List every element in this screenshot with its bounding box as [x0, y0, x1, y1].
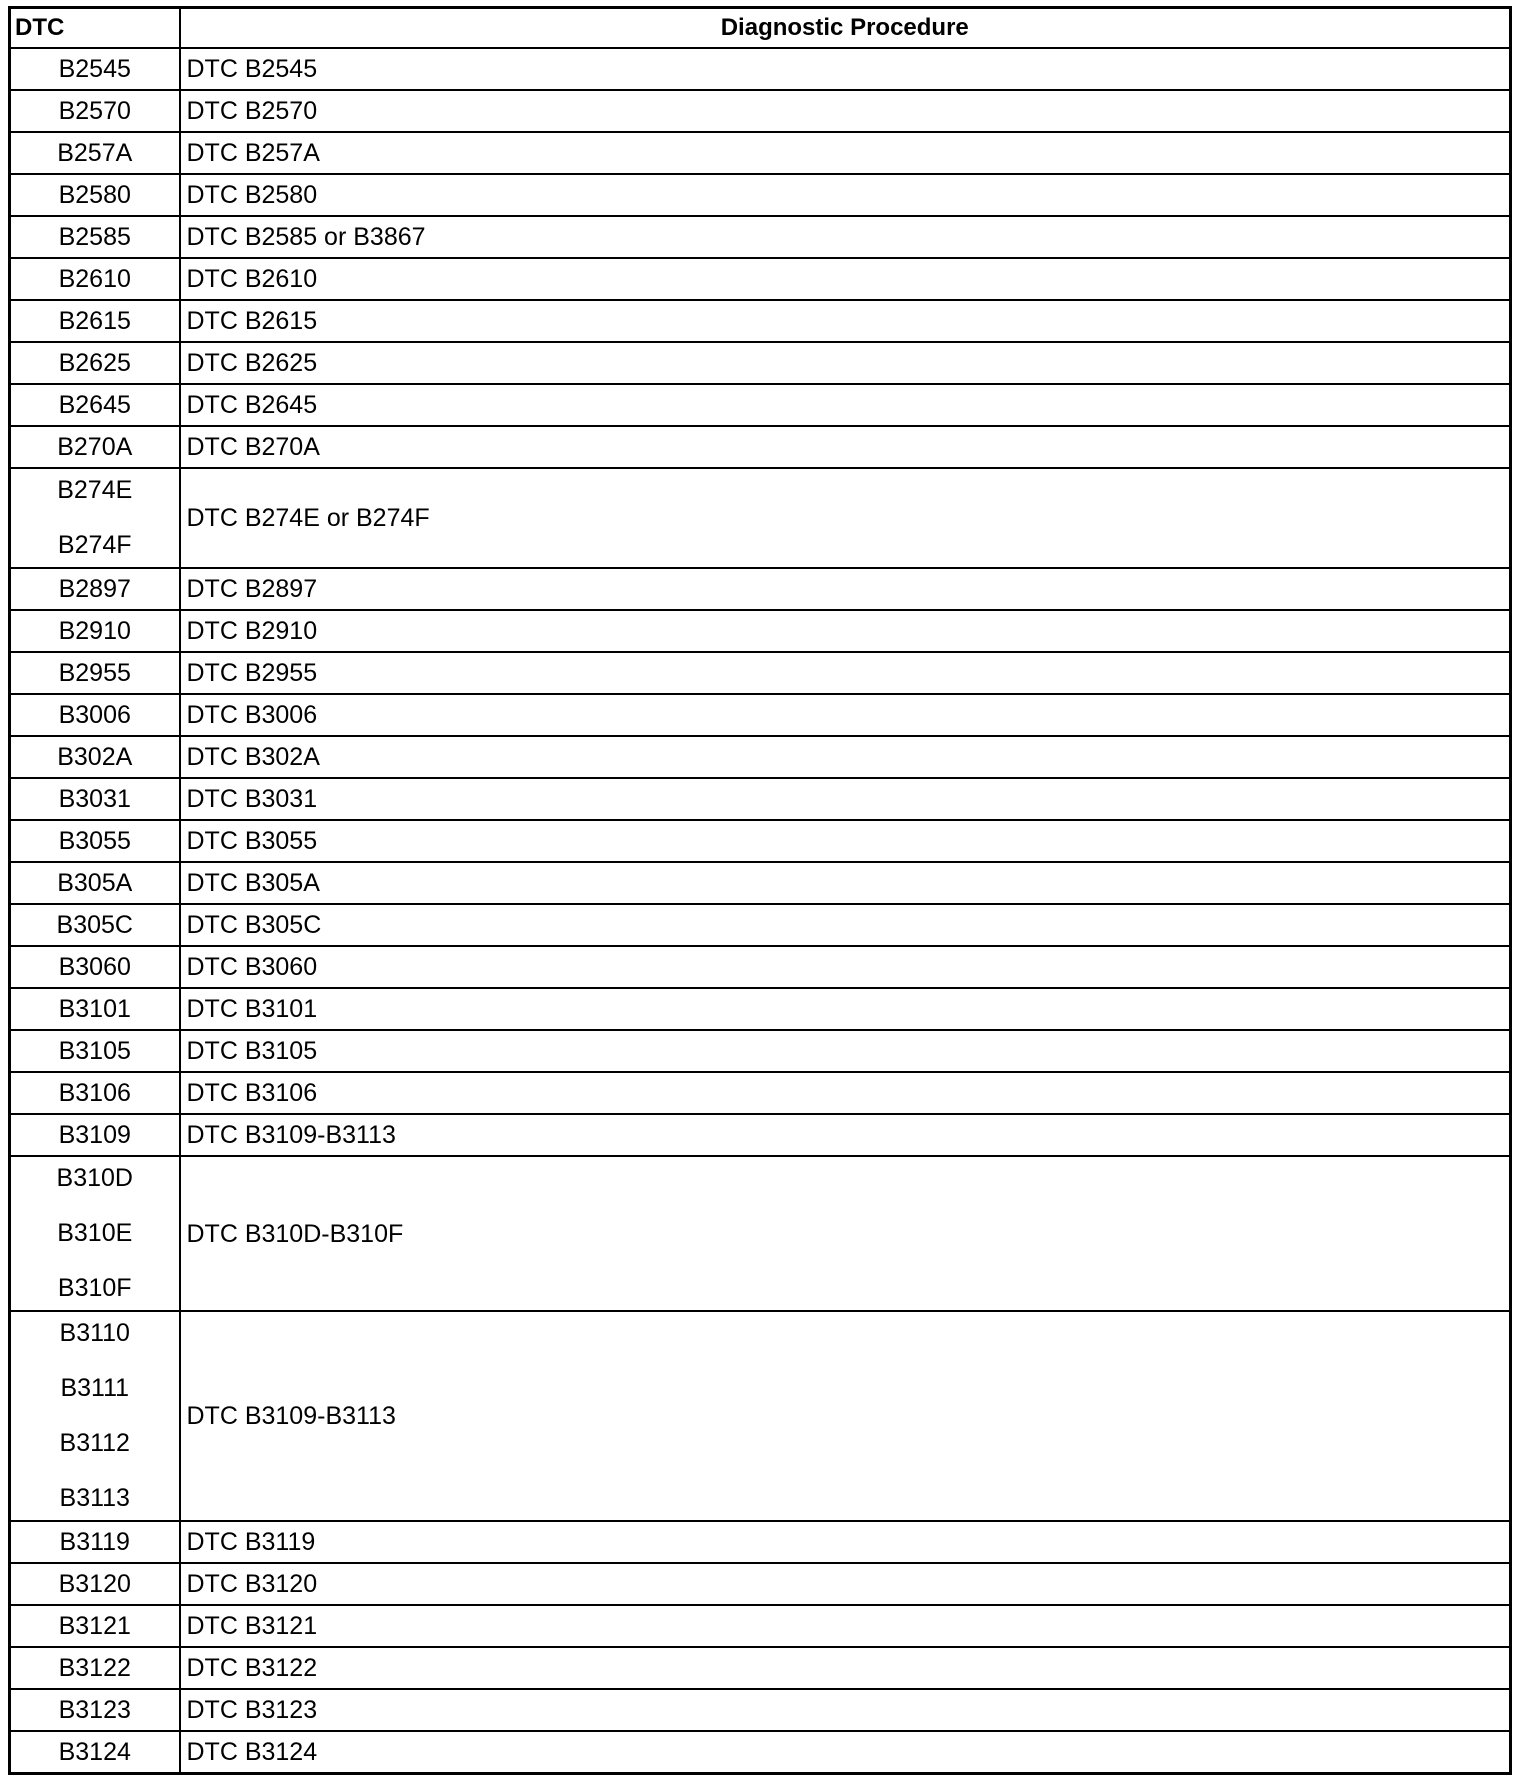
table-row	[10, 652, 1511, 694]
table-row	[10, 694, 1511, 736]
dtc-code: B3106	[58, 1079, 131, 1107]
table-row	[10, 216, 1511, 258]
diagnostic-procedure-cell	[180, 300, 1511, 342]
dtc-code: B274F	[57, 531, 132, 559]
dtc-code-cell	[10, 736, 180, 778]
table-row	[10, 1030, 1511, 1072]
dtc-code-cell	[10, 610, 180, 652]
diagnostic-procedure-link[interactable]: DTC B3105	[186, 1037, 318, 1065]
dtc-code: B3112	[59, 1429, 130, 1457]
dtc-code: B3031	[58, 785, 131, 813]
dtc-code-cell	[10, 174, 180, 216]
diagnostic-procedure-cell	[180, 1156, 1511, 1311]
dtc-code-cell	[10, 1605, 180, 1647]
dtc-code: B3124	[58, 1738, 131, 1766]
diagnostic-procedure-cell	[180, 694, 1511, 736]
dtc-code-cell	[10, 1030, 180, 1072]
dtc-code: B305C	[56, 911, 133, 939]
table-row	[10, 342, 1511, 384]
table-row	[10, 132, 1511, 174]
dtc-code: B2897	[58, 575, 131, 603]
diagnostic-procedure-cell	[180, 988, 1511, 1030]
diagnostic-procedure-cell	[180, 736, 1511, 778]
table-row	[10, 468, 1511, 568]
table-row	[10, 426, 1511, 468]
dtc-code: B3006	[58, 701, 131, 729]
diagnostic-procedure-cell	[180, 468, 1511, 568]
table-row	[10, 568, 1511, 610]
diagnostic-procedure-link[interactable]: DTC B2625	[186, 349, 318, 377]
diagnostic-procedure-link[interactable]: DTC B2955	[186, 659, 318, 687]
dtc-code-cell	[10, 988, 180, 1030]
table-row	[10, 1647, 1511, 1689]
dtc-code: B2580	[58, 181, 131, 209]
dtc-code: B3113	[59, 1484, 130, 1512]
dtc-code: B3105	[58, 1037, 131, 1065]
dtc-code-cell	[10, 694, 180, 736]
diagnostic-procedure-cell	[180, 258, 1511, 300]
diagnostic-procedure-link[interactable]: DTC B310D-B310F	[186, 1219, 404, 1248]
table-row	[10, 1311, 1511, 1521]
diagnostic-procedure-cell	[180, 778, 1511, 820]
table-row	[10, 820, 1511, 862]
diagnostic-procedure-cell	[180, 216, 1511, 258]
diagnostic-procedure-cell	[180, 426, 1511, 468]
diagnostic-procedure-cell	[180, 48, 1511, 90]
diagnostic-procedure-cell	[180, 1311, 1511, 1521]
dtc-code-cell	[10, 384, 180, 426]
dtc-code: B310D	[56, 1164, 133, 1192]
diagnostic-procedure-cell	[180, 568, 1511, 610]
dtc-code: B310F	[57, 1274, 132, 1302]
dtc-code: B3060	[58, 953, 131, 981]
dtc-code: B2570	[58, 97, 131, 125]
diagnostic-procedure-link[interactable]: DTC B274E or B274F	[186, 504, 430, 532]
dtc-code-cell	[10, 820, 180, 862]
diagnostic-procedure-link[interactable]: DTC B2545	[186, 55, 318, 83]
dtc-code: B2955	[58, 659, 131, 687]
diagnostic-procedure-cell	[180, 1072, 1511, 1114]
dtc-code: B2645	[58, 391, 131, 419]
dtc-code: B3122	[58, 1654, 131, 1682]
dtc-code: B3111	[60, 1374, 130, 1402]
diagnostic-procedure-cell	[180, 384, 1511, 426]
dtc-code: B3123	[58, 1696, 131, 1724]
dtc-code: B270A	[57, 433, 133, 461]
dtc-code: B3121	[58, 1612, 131, 1640]
dtc-code-cell	[10, 1114, 180, 1156]
diagnostic-procedure-link[interactable]: DTC B2570	[186, 97, 318, 125]
table-row	[10, 1072, 1511, 1114]
diagnostic-procedure-link[interactable]: DTC B2910	[186, 617, 318, 645]
dtc-code-cell	[10, 1156, 180, 1311]
diagnostic-procedure-link[interactable]: DTC B270A	[186, 433, 320, 461]
dtc-code-cell	[10, 468, 180, 568]
table-body	[10, 48, 1511, 1774]
dtc-code: B3119	[59, 1528, 130, 1556]
dtc-code-cell	[10, 216, 180, 258]
dtc-code-cell	[10, 342, 180, 384]
diagnostic-procedure-cell	[180, 132, 1511, 174]
diagnostic-procedure-cell	[180, 90, 1511, 132]
table-row	[10, 946, 1511, 988]
dtc-code-cell	[10, 946, 180, 988]
diagnostic-procedure-link[interactable]: DTC B3122	[186, 1654, 318, 1682]
dtc-code-cell	[10, 904, 180, 946]
diagnostic-procedure-link[interactable]: DTC B3121	[186, 1612, 318, 1640]
dtc-code: B274E	[57, 476, 133, 504]
dtc-code: B310E	[57, 1219, 133, 1247]
dtc-code-cell	[10, 90, 180, 132]
table-row	[10, 1156, 1511, 1311]
dtc-code: B3110	[59, 1319, 130, 1347]
table-row	[10, 610, 1511, 652]
diagnostic-procedure-link[interactable]: DTC B2897	[186, 575, 318, 603]
table-row	[10, 258, 1511, 300]
header-diagnostic-procedure: Diagnostic Procedure	[180, 8, 1511, 49]
diagnostic-procedure-cell	[180, 1563, 1511, 1605]
dtc-code-cell	[10, 1563, 180, 1605]
diagnostic-procedure-link[interactable]: DTC B3101	[186, 995, 318, 1023]
table-row	[10, 1689, 1511, 1731]
table-row	[10, 1114, 1511, 1156]
dtc-code: B3055	[58, 827, 131, 855]
dtc-code: B302A	[57, 743, 133, 771]
dtc-code-cell	[10, 1731, 180, 1774]
diagnostic-procedure-link[interactable]: DTC B3123	[186, 1696, 318, 1724]
diagnostic-procedure-link[interactable]: DTC B2610	[186, 265, 318, 293]
diagnostic-procedure-link[interactable]: DTC B3124	[186, 1738, 318, 1766]
dtc-code: B3120	[58, 1570, 131, 1598]
diagnostic-procedure-link[interactable]: DTC B3109-B3113	[186, 1121, 396, 1149]
dtc-code-cell	[10, 48, 180, 90]
dtc-code: B2615	[58, 307, 131, 335]
diagnostic-procedure-cell	[180, 652, 1511, 694]
dtc-code: B2610	[58, 265, 131, 293]
diagnostic-procedure-cell	[180, 820, 1511, 862]
dtc-procedure-table	[8, 6, 1512, 1775]
dtc-code-cell	[10, 862, 180, 904]
dtc-code: B2910	[58, 617, 131, 645]
dtc-code: B3109	[58, 1121, 131, 1149]
dtc-code-cell	[10, 568, 180, 610]
table-row	[10, 1605, 1511, 1647]
dtc-code-cell	[10, 1521, 180, 1563]
diagnostic-procedure-cell	[180, 904, 1511, 946]
dtc-code-cell	[10, 1689, 180, 1731]
diagnostic-procedure-link[interactable]: DTC B2585 or B3867	[186, 223, 426, 251]
diagnostic-procedure-cell	[180, 1689, 1511, 1731]
dtc-code-cell	[10, 1647, 180, 1689]
diagnostic-procedure-link[interactable]: DTC B3109-B3113	[186, 1402, 396, 1430]
dtc-code-cell	[10, 1311, 180, 1521]
diagnostic-procedure-link[interactable]: DTC B3055	[186, 827, 318, 855]
diagnostic-procedure-cell	[180, 174, 1511, 216]
table-row	[10, 1563, 1511, 1605]
diagnostic-procedure-cell	[180, 1731, 1511, 1774]
dtc-code: B3101	[58, 995, 131, 1023]
dtc-code-cell	[10, 132, 180, 174]
table-row	[10, 862, 1511, 904]
table-header	[10, 8, 1511, 49]
dtc-code-cell	[10, 652, 180, 694]
diagnostic-procedure-link[interactable]: DTC B2580	[186, 181, 318, 209]
diagnostic-procedure-link[interactable]: DTC B3006	[186, 701, 318, 729]
table-row	[10, 300, 1511, 342]
dtc-code-cell	[10, 426, 180, 468]
diagnostic-procedure-cell	[180, 862, 1511, 904]
dtc-code: B257A	[57, 139, 133, 167]
dtc-code-cell	[10, 1072, 180, 1114]
diagnostic-procedure-cell	[180, 946, 1511, 988]
diagnostic-procedure-link[interactable]: DTC B2615	[186, 307, 318, 335]
dtc-code-cell	[10, 300, 180, 342]
dtc-code: B2585	[58, 223, 131, 251]
diagnostic-procedure-cell	[180, 1647, 1511, 1689]
diagnostic-procedure-link[interactable]: DTC B3120	[186, 1570, 318, 1598]
dtc-code-cell	[10, 778, 180, 820]
table-row	[10, 1521, 1511, 1563]
diagnostic-procedure-link[interactable]: DTC B305A	[186, 869, 320, 897]
table-row	[10, 174, 1511, 216]
diagnostic-procedure-link[interactable]: DTC B3119	[186, 1528, 316, 1556]
dtc-code-cell	[10, 258, 180, 300]
dtc-code: B305A	[57, 869, 133, 897]
diagnostic-procedure-link[interactable]: DTC B305C	[186, 911, 322, 939]
diagnostic-procedure-cell	[180, 1114, 1511, 1156]
table-row	[10, 778, 1511, 820]
diagnostic-procedure-link[interactable]: DTC B3060	[186, 953, 318, 981]
table-row	[10, 904, 1511, 946]
diagnostic-procedure-cell	[180, 342, 1511, 384]
diagnostic-procedure-cell	[180, 1521, 1511, 1563]
table-row	[10, 988, 1511, 1030]
table-row	[10, 48, 1511, 90]
table-row	[10, 1731, 1511, 1774]
header-dtc: DTC	[10, 8, 180, 49]
table-row	[10, 736, 1511, 778]
diagnostic-procedure-link[interactable]: DTC B2645	[186, 391, 318, 419]
diagnostic-procedure-link[interactable]: DTC B3106	[186, 1079, 318, 1107]
diagnostic-procedure-link[interactable]: DTC B3031	[186, 785, 318, 813]
table-row	[10, 90, 1511, 132]
diagnostic-procedure-cell	[180, 1030, 1511, 1072]
diagnostic-procedure-link[interactable]: DTC B257A	[186, 139, 320, 167]
diagnostic-procedure-cell	[180, 1605, 1511, 1647]
dtc-code: B2545	[58, 55, 131, 83]
dtc-code: B2625	[58, 349, 131, 377]
table-row	[10, 384, 1511, 426]
header-row	[10, 8, 1511, 49]
diagnostic-procedure-link[interactable]: DTC B302A	[186, 743, 320, 771]
diagnostic-procedure-cell	[180, 610, 1511, 652]
